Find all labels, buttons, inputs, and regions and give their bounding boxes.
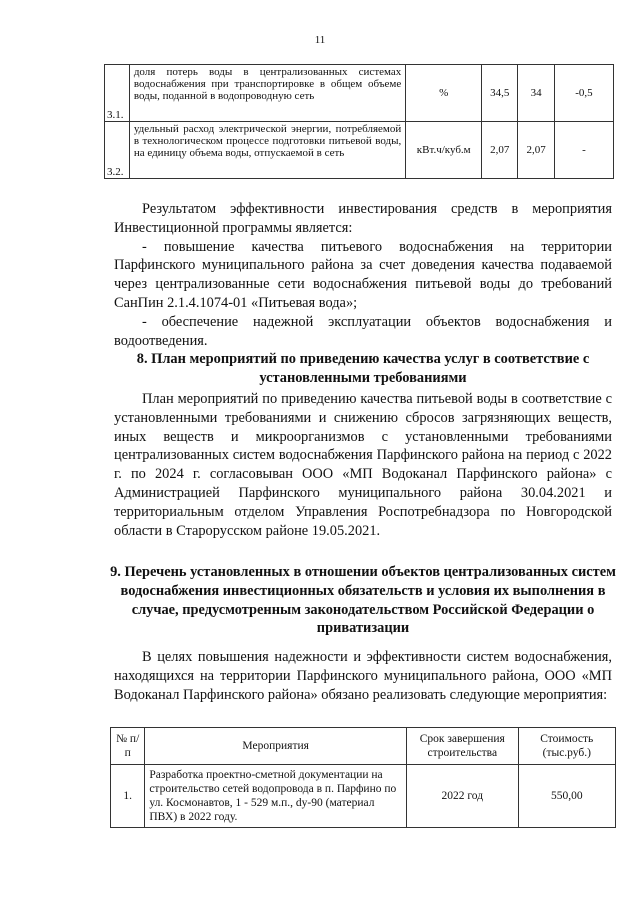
- row-cost: 550,00: [518, 765, 615, 828]
- row-number: 3.2.: [105, 122, 130, 179]
- section-9-title: 9. Перечень установленных в отношении объектов централизованных систем водоснабжения инвестиционных обязательств и условия их выполнения в случае, предусмотренным законодательством Российской Федерации о приватизации: [110, 564, 616, 637]
- indicator-change: -: [554, 122, 613, 179]
- section-8-body: [114, 390, 612, 540]
- indicators-table: [104, 64, 614, 179]
- indicator-change: -0,5: [554, 65, 613, 122]
- obligations-table: [110, 727, 616, 828]
- row-number: 1.: [111, 765, 145, 828]
- indicator-description: удельный расход электрической энергии, потребляемой в технологическом процессе подготовки питьевой воды, на единицу объема воды, отпускаемой в сеть: [129, 122, 405, 179]
- indicator-value-1: 2,07: [482, 122, 518, 179]
- effect-intro: Результатом эффективности инвестирования средств в мероприятия Инвестиционной программы является:: [114, 201, 612, 236]
- row-number: 3.1.: [105, 65, 130, 122]
- indicator-value-1: 34,5: [482, 65, 518, 122]
- table-header-row: [111, 728, 616, 765]
- row-deadline: 2022 год: [407, 765, 519, 828]
- page-number: 11: [314, 34, 326, 46]
- effect-item-2: - обеспечение надежной эксплуатации объектов водоснабжения и водоотведения.: [114, 313, 612, 349]
- table-row: [105, 65, 614, 122]
- indicator-unit: кВт.ч/куб.м: [406, 122, 482, 179]
- header-number: № п/п: [111, 728, 145, 765]
- header-event: Мероприятия: [145, 728, 407, 765]
- indicator-value-2: 2,07: [518, 122, 554, 179]
- effect-item-1: - повышение качества питьевого водоснабжения на территории Парфинского муниципального района за счет доведения качества подаваемой через централизованные сети водоснабжения питьевой воды до требований СанПин 2.1.4.1074-01 «Питьевая вода»;: [114, 238, 612, 311]
- table-row: [105, 122, 614, 179]
- section-8-text: План мероприятий по приведению качества питьевой воды в соответствие с установленными требованиями и снижению сбросов загрязняющих веществ, иных веществ и микроорганизмов с установленными требованиями централизованных систем водоснабжения Парфинского района на период с 2022 г. по 2024 г. согласовыван ООО «МП Водоканал Парфинского района» с Администрацией Парфинского муниципального района 30.04.2021 и территориальным отделом Управления Роспотребнадзора по Новгородской области в Старорусском районе 19.05.2021.: [114, 391, 612, 539]
- effect-block: [114, 200, 612, 350]
- header-deadline: Срок завершения строительства: [407, 728, 519, 765]
- indicator-description: доля потерь воды в централизованных системах водоснабжения при транспортировке в общем объеме воды, поданной в водопроводную сеть: [129, 65, 405, 122]
- section-9-text: В целях повышения надежности и эффективности систем водоснабжения, находящихся на территории Парфинского муниципального района, ООО «МП Водоканал Парфинского района» обязано реализовать следующие мероприятия:: [114, 649, 612, 703]
- section-8-title: 8. План мероприятий по приведению качества услуг в соответствие с установленными требованиями: [136, 351, 590, 386]
- indicator-unit: %: [406, 65, 482, 122]
- row-event: Разработка проектно-сметной документации на строительство сетей водопровода в п. Парфино по ул. Космонавтов, 1 - 529 м.п., dy-90 (материал ПВХ) в 2022 году.: [145, 765, 407, 828]
- table-row: [111, 765, 616, 828]
- header-cost: Стоимость (тыс.руб.): [518, 728, 615, 765]
- indicator-value-2: 34: [518, 65, 554, 122]
- section-9-body: [114, 648, 612, 704]
